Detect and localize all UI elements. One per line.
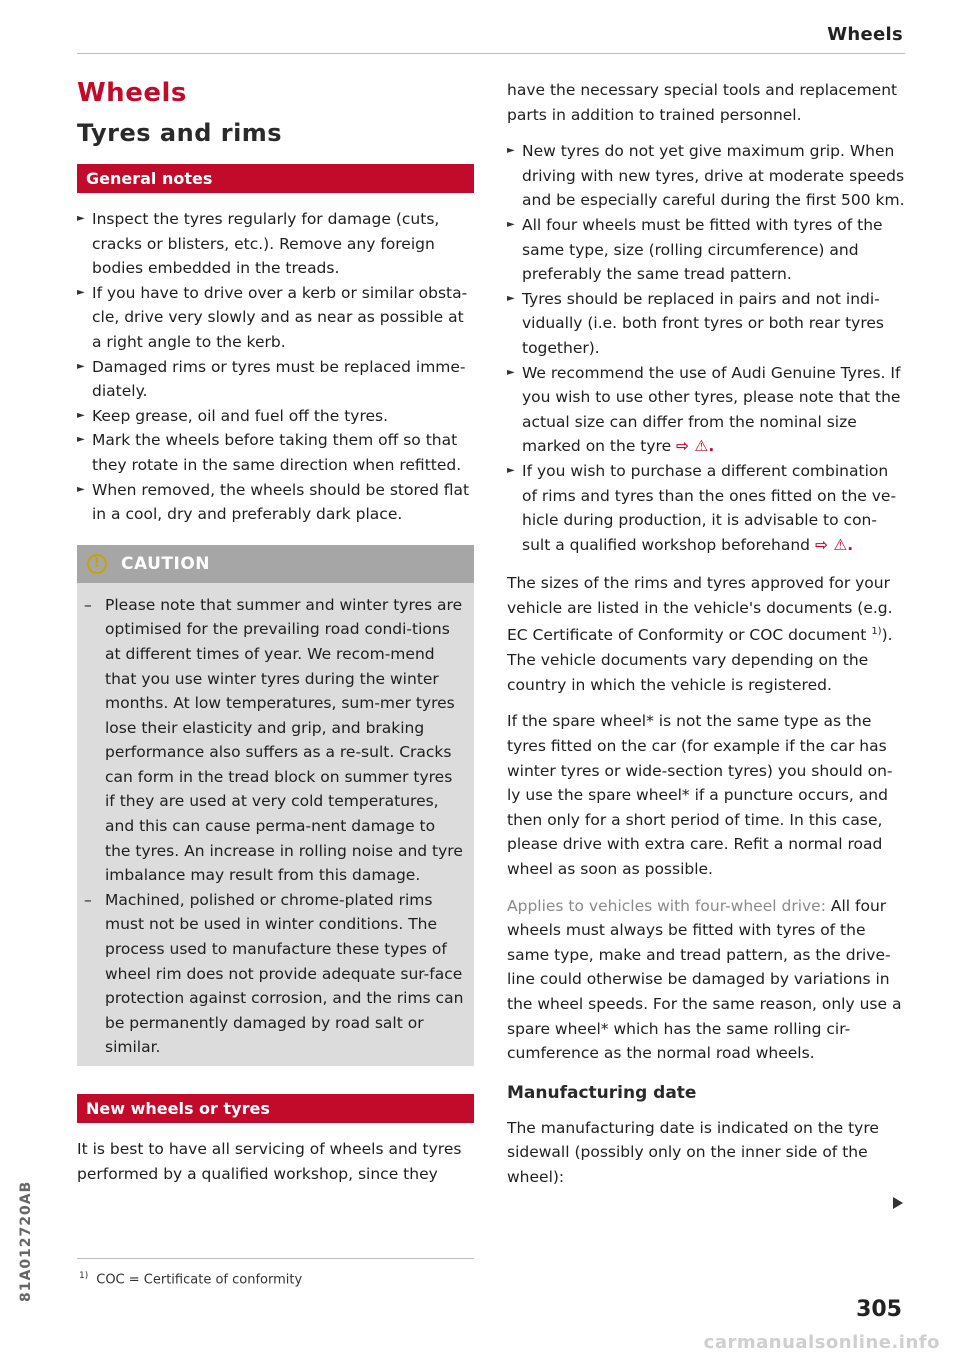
caution-icon: !: [87, 554, 107, 574]
page-number: 305: [856, 1297, 902, 1322]
awd-label: Applies to vehicles with four-wheel drive:: [507, 896, 826, 915]
footnote: $^{1)}$ COC = Certificate of conformity: [79, 1271, 303, 1288]
caution-body: [77, 583, 474, 1066]
footnote-ref[interactable]: 1): [871, 626, 882, 638]
awd-paragraph: Applies to vehicles with four-wheel drive: All four wheels must always be fitted with tyres of the same type, make and tread pattern, as the drive-line could otherwise be damaged by variations in the wheel speeds. For the same reason, only use a spare wheel* which has the same rolling cir-cumference as the normal road wheels.: [507, 896, 902, 1063]
bullet-triangle-icon: ►: [77, 483, 85, 495]
spare-wheel-paragraph: If the spare wheel* is not the same type as the tyres fitted on the car (for example if the car has winter tyres or wide-section tyres) you should on-ly use the spare wheel* if a puncture occurs, and then only for a short period of time. In this case, please drive with extra care. Refit a normal road wheel as soon as possible.: [507, 712, 893, 878]
caution-heading: CAUTION: [121, 553, 211, 574]
header-rule: [77, 53, 905, 54]
general-notes-heading: General notes: [77, 164, 474, 193]
list-item: ► Tyres should be replaced in pairs and not indi-vidually (i.e. both front tyres or both rear tyres together).: [507, 287, 905, 361]
list-item: ► All four wheels must be fitted with tyres of the same type, size (rolling circumference) and preferably the same tread pattern.: [507, 213, 905, 287]
continue-arrow-icon: [893, 1197, 903, 1209]
watermark: carmanualsonline.info: [703, 1332, 940, 1353]
bullet-triangle-icon: ►: [507, 292, 515, 304]
bullet-triangle-icon: ►: [77, 213, 85, 224]
list-item: – Please note that summer and winter tyres are optimised for the prevailing road condi-tions at different times of year. We recom-mend that you use winter tyres during the winter months. At low temperatures, sum-mer tyres lose their elasticity and grip, and braking performance also suffers as a re-sult. Cracks can form in the tread block on summer tyres if they are used at very cold temperatures, and this can cause perma-nent damage to the tyres. An increase in rolling noise and tyre imbalance may result from this damage.: [84, 595, 463, 885]
list-item: ► Damaged rims or tyres must be replaced imme-diately.: [77, 355, 474, 404]
bullet-triangle-icon: ►: [507, 145, 515, 157]
bullet-triangle-icon: ►: [507, 218, 515, 230]
list-item: ► We recommend the use of Audi Genuine Tyres. If you wish to use other tyres, please note that the actual size can differ from the nominal size marked on the tyre ⇨ ⚠.: [507, 361, 905, 459]
new-tyres-list: [507, 139, 905, 557]
left-column: [77, 76, 474, 1186]
right-column: [507, 78, 905, 1190]
list-item: ► If you wish to purchase a different combination of rims and tyres than the ones fitted on the ve-hicle during production, it is advisable to con-sult a qualified workshop beforehand ⇨ ⚠.: [507, 459, 905, 557]
list-item: ► When removed, the wheels should be stored flat in a cool, dry and preferably dark place.: [77, 478, 474, 527]
list-item: ► Mark the wheels before taking them off so that they rotate in the same direction when refitted.: [77, 428, 474, 477]
new-wheels-heading: New wheels or tyres: [77, 1094, 474, 1123]
document-code: 81A012720AB: [18, 1180, 34, 1302]
chapter-title: Wheels: [77, 78, 187, 108]
running-header: Wheels: [827, 24, 903, 45]
caution-box: [77, 545, 474, 1066]
bullet-triangle-icon: ►: [77, 360, 85, 372]
list-item: ► Keep grease, oil and fuel off the tyres.: [77, 404, 474, 429]
general-notes-list: [77, 207, 474, 527]
list-item: ► New tyres do not yet give maximum grip. When driving with new tyres, drive at moderate speeds and be especially careful during the first 500 km.: [507, 139, 905, 213]
section-title: Tyres and rims: [77, 119, 283, 147]
sizes-paragraph: The sizes of the rims and tyres approved for your vehicle are listed in the vehicle's documents (e.g. EC Certificate of Conformity or COC document $^{1)}$). The vehicle documents vary depending on the country in which the vehicle is registered.: [507, 574, 893, 694]
list-item: ► If you have to drive over a kerb or similar obsta-cle, drive very slowly and as near as possible at a right angle to the kerb.: [77, 281, 474, 355]
bullet-triangle-icon: ►: [507, 366, 515, 378]
bullet-triangle-icon: ►: [507, 464, 515, 476]
continuation-text: have the necessary special tools and replacement parts in addition to trained personnel.: [507, 81, 898, 124]
footnote-rule: [77, 1258, 474, 1259]
warning-reference-link[interactable]: ⇨ ⚠.: [676, 437, 715, 456]
manufacturing-heading: Manufacturing date: [507, 1082, 697, 1103]
new-wheels-intro: It is best to have all servicing of wheels and tyres performed by a qualified workshop, since they: [77, 1140, 462, 1183]
caution-header: [77, 545, 474, 583]
bullet-triangle-icon: ►: [77, 286, 85, 298]
list-item: ► Inspect the tyres regularly for damage (cuts, cracks or blisters, etc.). Remove any foreign bodies embedded in the treads.: [77, 207, 474, 281]
bullet-triangle-icon: ►: [77, 434, 85, 446]
list-item: – Machined, polished or chrome-plated rims must not be used in winter conditions. The process used to manufacture these types of wheel rim does not provide adequate sur-face protection against corrosion, and the rims can be permanently damaged by road salt or similar.: [84, 890, 464, 1057]
warning-reference-link[interactable]: ⇨ ⚠.: [814, 535, 854, 554]
manufacturing-text: The manufacturing date is indicated on the tyre sidewall (possibly only on the inner side of the wheel):: [507, 1118, 879, 1186]
bullet-triangle-icon: ►: [77, 409, 85, 421]
